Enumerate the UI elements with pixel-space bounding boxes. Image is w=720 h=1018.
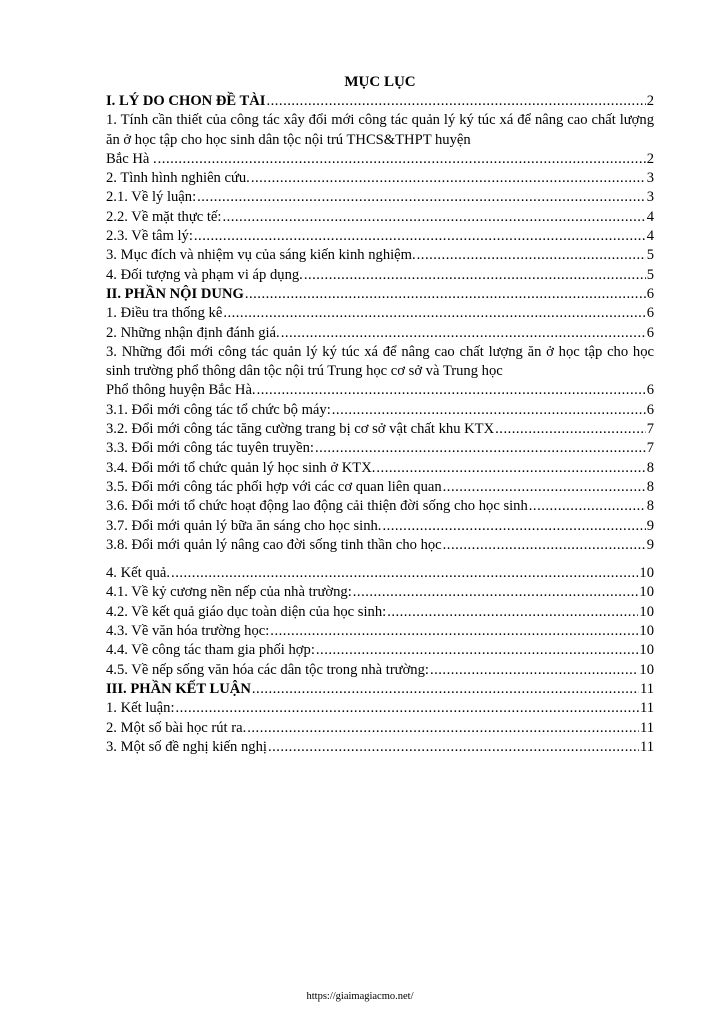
toc-page-number: 10 (639, 623, 654, 640)
toc-entry-text: 1. Điều tra thống kê (106, 305, 223, 322)
toc-entry[interactable] (106, 622, 654, 641)
toc-entry[interactable] (106, 188, 654, 207)
toc-entry-text: 3. Những đổi mới công tác quản lý ký túc xá để nâng cao chất lượng ăn ở học tập cho học sinh trường phổ thông dân tộc nội trú Trung học cơ sở và Trung học (106, 343, 654, 380)
toc-entry[interactable] (106, 343, 654, 401)
toc-entry[interactable] (106, 266, 654, 285)
toc-page-number: 10 (639, 603, 654, 620)
toc-entry[interactable] (106, 583, 654, 602)
toc-page-number: 4 (646, 228, 654, 245)
toc-entry-text: 2.2. Về mặt thực tế: (106, 208, 222, 225)
toc-entry-text: II. PHẦN NỘI DUNG (106, 285, 244, 302)
toc-page-number: 11 (639, 680, 654, 697)
toc-entry[interactable] (106, 459, 654, 478)
toc-page-number: 3 (646, 170, 654, 187)
leader-dots (353, 583, 639, 602)
toc-entry[interactable] (106, 661, 654, 680)
leader-dots (268, 738, 639, 757)
leader-dots (247, 719, 639, 738)
toc-page-number: 8 (646, 478, 654, 495)
footer-url[interactable]: https://giaimagiacmo.net/ (306, 991, 414, 1002)
toc-entry[interactable] (106, 680, 654, 699)
toc-entry-text: 4. Kết quả. (106, 565, 171, 582)
leader-dots (194, 227, 646, 246)
toc-entry-text: Bắc Hà . (106, 150, 157, 167)
toc-entry[interactable] (106, 324, 654, 343)
leader-dots (176, 699, 639, 718)
leader-dots (222, 208, 645, 227)
toc-entry[interactable] (106, 111, 654, 169)
toc-entry[interactable] (106, 536, 654, 555)
toc-entry-text: 3. Một số đề nghị kiến nghị (106, 738, 267, 755)
toc-page-number: 7 (646, 440, 654, 457)
toc-list (106, 92, 654, 757)
toc-entry-text: 3. Mục đích và nhiệm vụ của sáng kiến kinh nghiệm. (106, 247, 416, 264)
toc-entry[interactable] (106, 517, 654, 536)
toc-entry-text: 3.1. Đổi mới công tác tổ chức bộ máy: (106, 401, 331, 418)
toc-entry-text: 2.1. Về lý luận: (106, 189, 197, 206)
leader-dots (376, 459, 645, 478)
toc-page-number: 8 (646, 459, 654, 476)
leader-dots (171, 564, 638, 583)
toc-page-number: 10 (639, 642, 654, 659)
toc-page-number: 6 (646, 324, 654, 341)
toc-page-number: 6 (646, 401, 654, 418)
toc-entry[interactable] (106, 603, 654, 622)
toc-page-number: 11 (639, 738, 654, 755)
toc-entry-text: 4. Đối tượng và phạm vi áp dụng. (106, 266, 303, 283)
toc-entry-text: 3.7. Đổi mới quản lý bữa ăn sáng cho học sinh. (106, 517, 382, 534)
leader-dots (332, 401, 646, 420)
toc-page-number: 9 (646, 536, 654, 553)
leader-dots (382, 517, 645, 536)
leader-dots (443, 478, 646, 497)
toc-entry-text: 1. Kết luận: (106, 700, 175, 717)
leader-dots (270, 622, 638, 641)
toc-entry[interactable] (106, 641, 654, 660)
toc-entry[interactable] (106, 92, 654, 111)
toc-entry-text: Phổ thông huyện Bắc Hà. (106, 382, 256, 399)
toc-entry-text: 3.4. Đổi mới tổ chức quản lý học sinh ở KTX. (106, 459, 376, 476)
toc-page-number: 10 (639, 565, 654, 582)
toc-entry-text: 4.5. Về nếp sống văn hóa các dân tộc trong nhà trường: (106, 661, 429, 678)
leader-dots (252, 680, 639, 699)
leader-dots (197, 188, 646, 207)
leader-dots (443, 536, 646, 555)
toc-page-number: 6 (646, 305, 654, 322)
toc-entry[interactable] (106, 246, 654, 265)
leader-dots (158, 150, 646, 169)
leader-dots (417, 246, 646, 265)
toc-entry-text: 2.3. Về tâm lý: (106, 228, 193, 245)
toc-entry-text: 3.5. Đổi mới công tác phối hợp với các cơ quan liên quan (106, 478, 442, 495)
toc-entry[interactable] (106, 285, 654, 304)
toc-entry[interactable] (106, 497, 654, 516)
leader-dots (315, 439, 646, 458)
leader-dots (257, 381, 646, 400)
toc-entry-text: 4.2. Về kết quả giáo dục toàn diện của học sinh: (106, 603, 387, 620)
leader-dots (529, 497, 646, 516)
toc-entry[interactable] (106, 439, 654, 458)
leader-dots (266, 92, 645, 111)
toc-entry-text: 2. Tình hình nghiên cứu. (106, 170, 250, 187)
toc-page-number: 10 (639, 584, 654, 601)
toc-page-number: 9 (646, 517, 654, 534)
toc-entry[interactable] (106, 478, 654, 497)
toc-page-number: 2 (646, 93, 654, 109)
leader-dots (251, 169, 646, 188)
leader-dots (304, 266, 646, 285)
toc-entry[interactable] (106, 401, 654, 420)
toc-entry-text: III. PHẦN KẾT LUẬN (106, 680, 251, 697)
document-page (106, 72, 654, 757)
toc-entry[interactable] (106, 304, 654, 323)
toc-entry[interactable] (106, 719, 654, 738)
leader-dots (495, 420, 646, 439)
toc-entry-text: 4.3. Về văn hóa trường học: (106, 623, 270, 640)
toc-entry[interactable] (106, 738, 654, 757)
toc-entry-text: 3.2. Đổi mới công tác tăng cường trang bị cơ sở vật chất khu KTX (106, 421, 495, 438)
toc-entry[interactable] (106, 227, 654, 246)
toc-page-number: 6 (646, 382, 654, 399)
toc-page-number: 4 (646, 208, 654, 225)
toc-entry-text: 1. Tính cần thiết của công tác xây đổi mới công tác quản lý ký túc xá để nâng cao chất lượng ăn ở học tập cho học sinh dân tộc nội trú THCS&THPT huyện (106, 112, 654, 148)
toc-entry[interactable] (106, 699, 654, 718)
toc-page-number: 3 (646, 189, 654, 206)
toc-entry-text: 4.4. Về công tác tham gia phối hợp: (106, 642, 315, 659)
toc-entry-text: 2. Những nhận định đánh giá. (106, 324, 280, 341)
toc-page-number: 11 (639, 719, 654, 736)
leader-dots (281, 324, 646, 343)
toc-entry[interactable] (106, 420, 654, 439)
toc-title: MỤC LỤC (344, 74, 416, 90)
toc-entry[interactable] (106, 564, 654, 583)
leader-dots (223, 304, 645, 323)
toc-page-number: 5 (646, 247, 654, 264)
toc-entry-text: 3.8. Đổi mới quản lý nâng cao đời sống tinh thần cho học (106, 536, 442, 553)
leader-dots (245, 285, 646, 304)
toc-entry-text: I. LÝ DO CHON ĐỀ TÀI (106, 93, 266, 109)
toc-entry-text: 3.6. Đổi mới tổ chức hoạt động lao động cải thiện đời sống cho học sinh (106, 498, 528, 515)
toc-entry[interactable] (106, 169, 654, 188)
toc-page-number: 6 (646, 285, 654, 302)
toc-page-number: 2 (646, 150, 654, 167)
toc-page-number: 11 (639, 700, 654, 717)
toc-page-number: 7 (646, 421, 654, 438)
leader-dots (387, 603, 638, 622)
toc-page-number: 10 (639, 661, 654, 678)
toc-entry-text: 4.1. Về kỷ cương nền nếp của nhà trường: (106, 584, 352, 601)
leader-dots (430, 661, 638, 680)
toc-entry-text: 2. Một số bài học rút ra. (106, 719, 247, 736)
toc-entry-text: 3.3. Đổi mới công tác tuyên truyền: (106, 440, 314, 457)
toc-page-number: 5 (646, 266, 654, 283)
leader-dots (316, 641, 639, 660)
toc-page-number: 8 (646, 498, 654, 515)
toc-entry[interactable] (106, 208, 654, 227)
